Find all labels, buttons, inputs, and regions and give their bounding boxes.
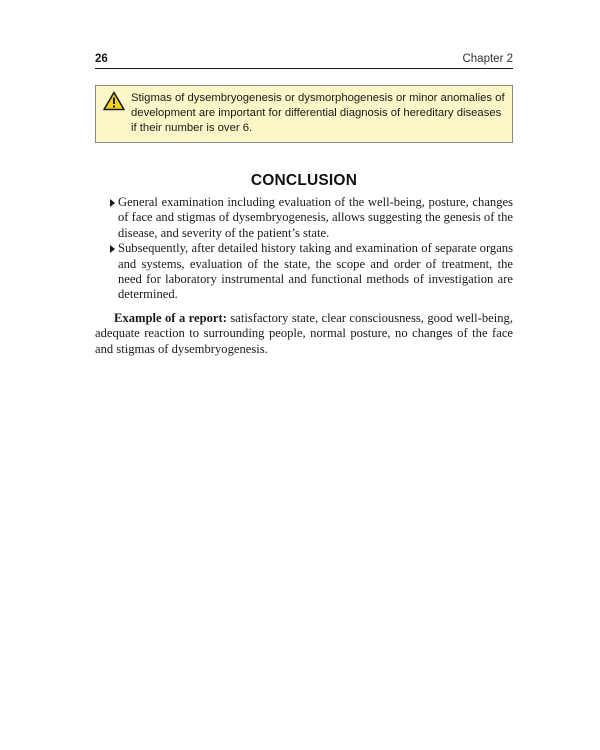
section-title: CONCLUSION: [250, 172, 358, 189]
list-item-text: Subsequently, after detailed history taking and examination of separate organs and systems, evaluation of the state, the scope and order of treatment, the need for laboratory instrumental and functional methods of investigation are determined.: [118, 241, 513, 302]
list-item-text: General examination including evaluation of the well-being, posture, changes of face and stigmas of dysembryogenesis, allows suggesting the genesis of the disease, and severity of the patient’s state.: [118, 195, 513, 240]
note-box: [95, 85, 513, 143]
note-text: Stigmas of dysembryogenesis or dysmorphogenesis or minor anomalies of development are important for differential diagnosis of hereditary diseases if their number is over 6.: [131, 92, 505, 134]
page-number: 26: [95, 53, 108, 65]
bullet-arrow-icon: [110, 199, 115, 207]
conclusion-list: [95, 195, 513, 303]
page-header: [95, 52, 513, 68]
warning-triangle-icon: [103, 91, 125, 111]
report-label: Example of a report:: [114, 311, 227, 325]
bullet-arrow-icon: [110, 245, 115, 253]
report-example: [95, 311, 513, 357]
report-text: satisfactory state, clear consciousness, good well-being, adequate reaction to surrounding people, normal posture, no changes of the face and stigmas of dysembryogenesis.: [95, 311, 514, 356]
list-item: [95, 241, 513, 303]
header-divider: [95, 68, 513, 69]
list-item: [95, 195, 513, 241]
chapter-label: Chapter 2: [462, 53, 513, 65]
